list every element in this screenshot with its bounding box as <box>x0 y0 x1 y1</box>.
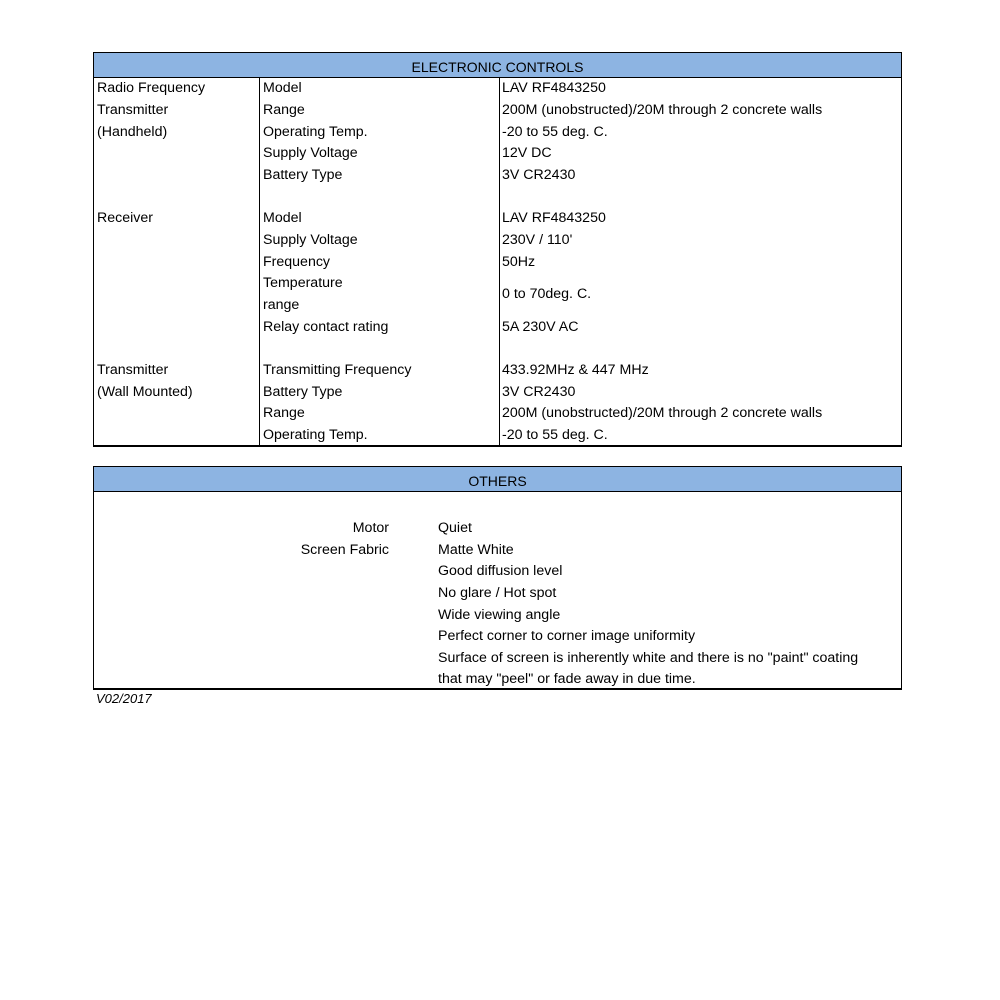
group-name: Transmitter <box>97 102 169 118</box>
others-header: OTHERS <box>94 467 901 492</box>
spec-value: -20 to 55 deg. C. <box>502 124 608 140</box>
others-value: Matte White <box>438 542 514 558</box>
electronic-controls-header: ELECTRONIC CONTROLS <box>94 53 901 78</box>
others-label-screen-fabric: Screen Fabric <box>300 542 389 558</box>
spec-value: -20 to 55 deg. C. <box>502 427 608 443</box>
others-value: Good diffusion level <box>438 563 563 579</box>
spec-label: Frequency <box>263 254 331 270</box>
group-name: (Handheld) <box>97 124 168 140</box>
spec-value: 230V / 110' <box>502 232 573 248</box>
others-value: that may "peel" or fade away in due time. <box>438 671 696 687</box>
spec-label: Supply Voltage <box>263 232 358 248</box>
spec-label: Transmitting Frequency <box>263 362 412 378</box>
others-value: Wide viewing angle <box>438 607 561 623</box>
group-name: Receiver <box>97 210 153 226</box>
others-value: No glare / Hot spot <box>438 585 557 601</box>
spec-value: 3V CR2430 <box>502 167 576 183</box>
spec-label: Model <box>263 80 302 96</box>
spec-value: 433.92MHz & 447 MHz <box>502 362 649 378</box>
spec-value: 3V CR2430 <box>502 384 576 400</box>
spec-value: LAV RF4843250 <box>502 210 606 226</box>
spec-value: 0 to 70deg. C. <box>502 286 592 302</box>
spec-label: Operating Temp. <box>263 427 368 443</box>
spec-value: 200M (unobstructed)/20M through 2 concrete walls <box>502 405 823 421</box>
group-name: (Wall Mounted) <box>97 384 193 400</box>
others-value: Perfect corner to corner image uniformity <box>438 628 696 644</box>
spec-label: Range <box>263 405 305 421</box>
version-footer: V02/2017 <box>96 691 152 706</box>
others-table <box>93 466 902 690</box>
group-name: Radio Frequency <box>97 80 206 96</box>
spec-label: Relay contact rating <box>263 319 389 335</box>
others-label-motor: Motor <box>352 520 389 536</box>
spec-value: LAV RF4843250 <box>502 80 606 96</box>
spec-label: Battery Type <box>263 384 343 400</box>
spec-value: 50Hz <box>502 254 536 270</box>
spec-value: 12V DC <box>502 145 552 161</box>
group-name: Transmitter <box>97 362 169 378</box>
spec-label: Operating Temp. <box>263 124 368 140</box>
spec-label: Range <box>263 102 305 118</box>
spec-label: range <box>263 297 300 313</box>
column-divider <box>259 78 260 445</box>
spec-value: 200M (unobstructed)/20M through 2 concrete walls <box>502 102 823 118</box>
electronic-controls-table <box>93 52 902 447</box>
others-value: Surface of screen is inherently white and there is no "paint" coating <box>438 650 859 666</box>
spec-label: Battery Type <box>263 167 343 183</box>
others-value: Quiet <box>438 520 472 536</box>
spec-label: Temperature <box>263 275 343 291</box>
spec-label: Supply Voltage <box>263 145 358 161</box>
spec-label: Model <box>263 210 302 226</box>
spec-value: 5A 230V AC <box>502 319 579 335</box>
column-divider <box>499 78 500 445</box>
